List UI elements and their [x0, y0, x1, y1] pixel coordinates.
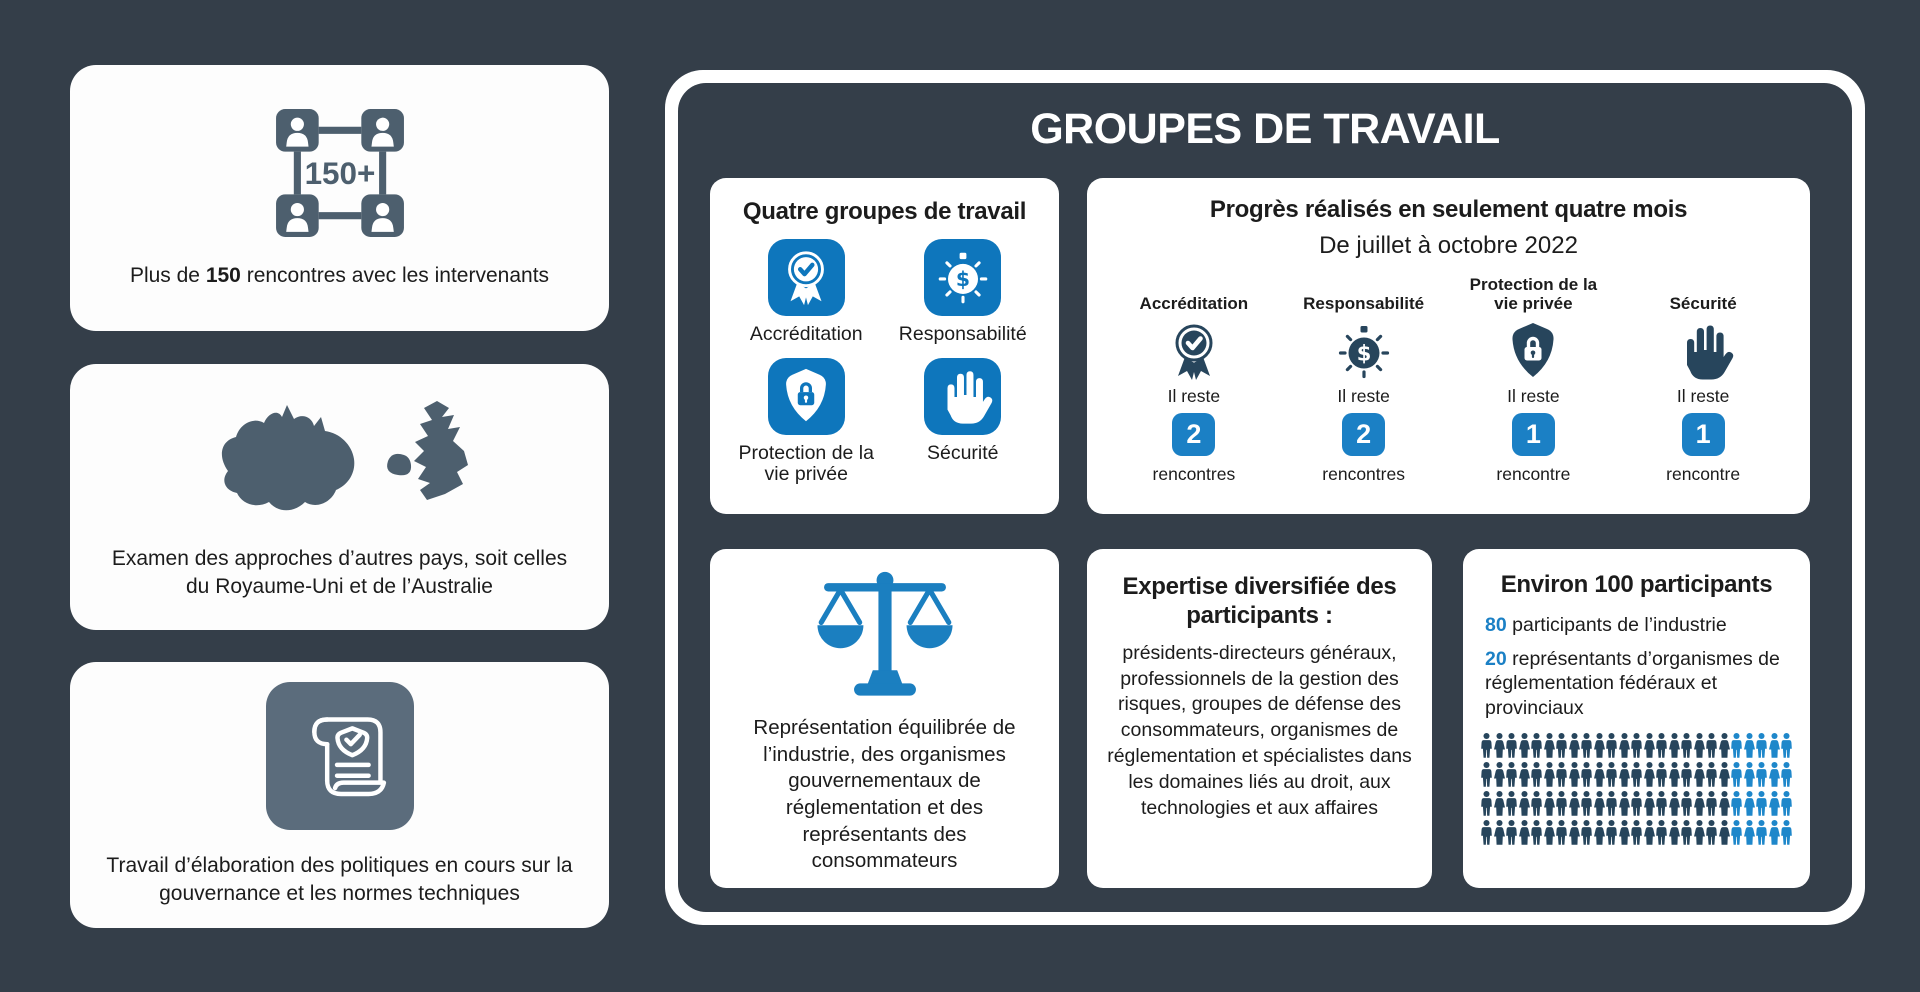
industry-person-icon [1706, 761, 1717, 788]
group-item-security [885, 358, 1042, 487]
industry-person-icon [1594, 819, 1605, 846]
progress-label: Sécurité [1669, 294, 1737, 314]
industry-person-icon [1544, 761, 1555, 788]
regulator-person-icon [1769, 761, 1780, 788]
industry-stat [1485, 613, 1790, 638]
industry-stat-label: participants de l’industrie [1512, 613, 1727, 636]
industry-person-icon [1506, 790, 1517, 817]
remaining-count-badge: 2 [1342, 413, 1385, 456]
progress-subtitle: De juillet à octobre 2022 [1319, 231, 1578, 259]
policy-scroll-icon [266, 682, 414, 830]
diverse-expertise-body: présidents-directeurs généraux, professionnels de la gestion des risques, groupes de défense des consommateurs, organismes de réglementation et spécialistes dans les domaines liés au droit, aux technologies et aux affaires [1107, 641, 1412, 820]
remaining-unit: rencontres [1322, 463, 1405, 484]
remaining-count-badge: 1 [1512, 413, 1555, 456]
shield-lock-icon [768, 358, 845, 435]
industry-person-icon [1619, 761, 1630, 788]
regulator-stat-label: représentants d’organismes de réglementation fédéraux et provinciaux [1485, 647, 1780, 720]
four-working-groups-title: Quatre groupes de travail [742, 198, 1027, 225]
group-item-accreditation [728, 239, 885, 346]
industry-person-icon [1656, 790, 1667, 817]
industry-person-icon [1606, 761, 1617, 788]
industry-person-icon [1531, 761, 1542, 788]
industry-person-icon [1531, 732, 1542, 759]
industry-person-icon [1581, 819, 1592, 846]
remaining-label: Il reste [1337, 385, 1390, 406]
pictograph-row [1481, 819, 1792, 846]
four-working-groups-card [710, 178, 1059, 514]
hand-stop-icon [1671, 319, 1735, 383]
industry-person-icon [1694, 761, 1705, 788]
industry-person-icon [1669, 790, 1680, 817]
industry-person-icon [1644, 790, 1655, 817]
progress-title: Progrès réalisés en seulement quatre mois [1209, 196, 1688, 223]
industry-person-icon [1494, 732, 1505, 759]
remaining-unit: rencontres [1152, 463, 1236, 484]
regulator-person-icon [1781, 761, 1792, 788]
shield-lock-icon [1501, 319, 1565, 383]
gauge-dollar-icon [1332, 319, 1396, 383]
progress-card [1087, 178, 1810, 514]
industry-person-icon [1594, 790, 1605, 817]
industry-person-icon [1706, 732, 1717, 759]
industry-person-icon [1481, 761, 1492, 788]
regulator-person-icon [1756, 732, 1767, 759]
award-check-icon [1162, 319, 1226, 383]
regulator-person-icon [1769, 732, 1780, 759]
participants-title: Environ 100 participants [1500, 571, 1773, 598]
industry-person-icon [1619, 819, 1630, 846]
progress-label: Responsabilité [1303, 294, 1425, 314]
regulator-person-icon [1731, 732, 1742, 759]
industry-person-icon [1506, 761, 1517, 788]
industry-person-icon [1531, 790, 1542, 817]
progress-column-security [1618, 272, 1788, 485]
industry-count: 80 [1485, 613, 1507, 636]
industry-person-icon [1544, 732, 1555, 759]
industry-person-icon [1494, 761, 1505, 788]
group-item-responsibility [885, 239, 1042, 346]
industry-person-icon [1494, 819, 1505, 846]
regulator-person-icon [1731, 761, 1742, 788]
industry-person-icon [1569, 790, 1580, 817]
remaining-unit: rencontre [1496, 463, 1571, 484]
policy-work-text: Travail d’élaboration des politiques en cours sur la gouvernance et les normes techniques [106, 854, 573, 905]
regulator-person-icon [1781, 819, 1792, 846]
participants-card [1463, 549, 1810, 888]
industry-person-icon [1556, 761, 1567, 788]
australia-uk-maps-icon [190, 393, 490, 523]
industry-person-icon [1519, 761, 1530, 788]
regulator-stat [1485, 647, 1790, 721]
industry-person-icon [1519, 819, 1530, 846]
industry-person-icon [1681, 819, 1692, 846]
participants-stats [1485, 613, 1790, 721]
remaining-unit: rencontre [1666, 463, 1741, 484]
regulator-person-icon [1731, 790, 1742, 817]
industry-person-icon [1506, 819, 1517, 846]
industry-person-icon [1669, 761, 1680, 788]
regulator-person-icon [1744, 819, 1755, 846]
industry-person-icon [1681, 790, 1692, 817]
progress-label: Protection de la vie privée [1469, 274, 1598, 314]
industry-person-icon [1631, 819, 1642, 846]
group-label: Accréditation [749, 322, 863, 345]
industry-person-icon [1681, 732, 1692, 759]
industry-person-icon [1644, 819, 1655, 846]
industry-person-icon [1656, 819, 1667, 846]
gauge-dollar-icon [924, 239, 1001, 316]
industry-person-icon [1656, 761, 1667, 788]
industry-person-icon [1644, 732, 1655, 759]
industry-person-icon [1619, 790, 1630, 817]
industry-person-icon [1644, 761, 1655, 788]
industry-person-icon [1556, 790, 1567, 817]
industry-person-icon [1606, 790, 1617, 817]
industry-person-icon [1544, 790, 1555, 817]
diverse-expertise-card [1087, 549, 1432, 888]
remaining-label: Il reste [1507, 385, 1560, 406]
regulator-person-icon [1769, 819, 1780, 846]
regulator-person-icon [1744, 790, 1755, 817]
industry-person-icon [1719, 732, 1730, 759]
industry-person-icon [1619, 732, 1630, 759]
industry-person-icon [1694, 732, 1705, 759]
regulator-person-icon [1781, 732, 1792, 759]
industry-person-icon [1631, 732, 1642, 759]
participants-pictograph [1481, 732, 1792, 846]
remaining-count-badge: 1 [1682, 413, 1725, 456]
industry-person-icon [1606, 819, 1617, 846]
industry-person-icon [1656, 732, 1667, 759]
industry-person-icon [1719, 819, 1730, 846]
other-countries-text: Examen des approches d’autres pays, soit celles du Royaume-Uni et de l’Australie [111, 547, 568, 598]
meetings-count: 150 [205, 264, 241, 288]
industry-person-icon [1719, 761, 1730, 788]
regulator-person-icon [1744, 761, 1755, 788]
balance-scale-icon [802, 569, 968, 705]
remaining-label: Il reste [1167, 385, 1221, 406]
industry-person-icon [1669, 732, 1680, 759]
other-countries-card [70, 364, 609, 630]
group-label: Sécurité [926, 441, 999, 464]
policy-work-card [70, 662, 609, 928]
network-people-icon [273, 106, 407, 240]
pictograph-row [1481, 790, 1792, 817]
pictograph-row [1481, 761, 1792, 788]
balanced-representation-card [710, 549, 1059, 888]
regulator-count: 20 [1485, 647, 1507, 670]
industry-person-icon [1706, 819, 1717, 846]
industry-person-icon [1519, 732, 1530, 759]
regulator-person-icon [1769, 790, 1780, 817]
meetings-count-badge: 150+ [304, 156, 375, 192]
industry-person-icon [1519, 790, 1530, 817]
panel-title: GROUPES DE TRAVAIL [1030, 105, 1500, 153]
industry-person-icon [1569, 761, 1580, 788]
industry-person-icon [1494, 790, 1505, 817]
progress-column-privacy [1449, 272, 1619, 485]
award-check-icon [768, 239, 845, 316]
industry-person-icon [1694, 819, 1705, 846]
group-label: Protection de la vie privée [738, 441, 874, 486]
industry-person-icon [1544, 819, 1555, 846]
regulator-person-icon [1731, 819, 1742, 846]
industry-person-icon [1481, 819, 1492, 846]
regulator-person-icon [1756, 819, 1767, 846]
industry-person-icon [1669, 819, 1680, 846]
group-item-privacy [728, 358, 885, 487]
industry-person-icon [1581, 732, 1592, 759]
industry-person-icon [1556, 819, 1567, 846]
progress-column-accreditation [1109, 272, 1279, 485]
working-groups-panel [665, 70, 1865, 925]
progress-columns [1109, 272, 1788, 485]
industry-person-icon [1569, 732, 1580, 759]
regulator-person-icon [1744, 732, 1755, 759]
industry-person-icon [1681, 761, 1692, 788]
working-groups-grid [728, 239, 1041, 486]
meetings-text: Plus de 150 rencontres avec les intervenants [129, 264, 550, 288]
pictograph-row [1481, 732, 1792, 759]
group-label: Responsabilité [898, 322, 1027, 345]
industry-person-icon [1706, 790, 1717, 817]
hand-stop-icon [924, 358, 1001, 435]
regulator-person-icon [1756, 790, 1767, 817]
diverse-expertise-title: Expertise diversifiée des participants : [1122, 573, 1397, 629]
progress-column-responsibility [1279, 272, 1449, 485]
industry-person-icon [1694, 790, 1705, 817]
industry-person-icon [1506, 732, 1517, 759]
australia-map-icon [221, 405, 353, 510]
uk-map-icon [414, 401, 468, 500]
balanced-representation-text: Représentation équilibrée de l’industrie, des organismes gouvernementaux de réglementation et des représentants des consommateurs [753, 716, 1016, 873]
industry-person-icon [1581, 790, 1592, 817]
industry-person-icon [1481, 732, 1492, 759]
industry-person-icon [1581, 761, 1592, 788]
remaining-label: Il reste [1676, 385, 1730, 406]
working-groups-panel-inner [678, 83, 1852, 912]
ireland-map-icon [387, 454, 411, 475]
industry-person-icon [1569, 819, 1580, 846]
industry-person-icon [1606, 732, 1617, 759]
industry-person-icon [1531, 819, 1542, 846]
stakeholder-meetings-card [70, 65, 609, 331]
industry-person-icon [1481, 790, 1492, 817]
industry-person-icon [1719, 790, 1730, 817]
industry-person-icon [1594, 732, 1605, 759]
progress-label: Accréditation [1139, 294, 1249, 314]
remaining-count-badge: 2 [1172, 413, 1215, 456]
regulator-person-icon [1781, 790, 1792, 817]
industry-person-icon [1631, 790, 1642, 817]
industry-person-icon [1556, 732, 1567, 759]
regulator-person-icon [1756, 761, 1767, 788]
industry-person-icon [1594, 761, 1605, 788]
industry-person-icon [1631, 761, 1642, 788]
